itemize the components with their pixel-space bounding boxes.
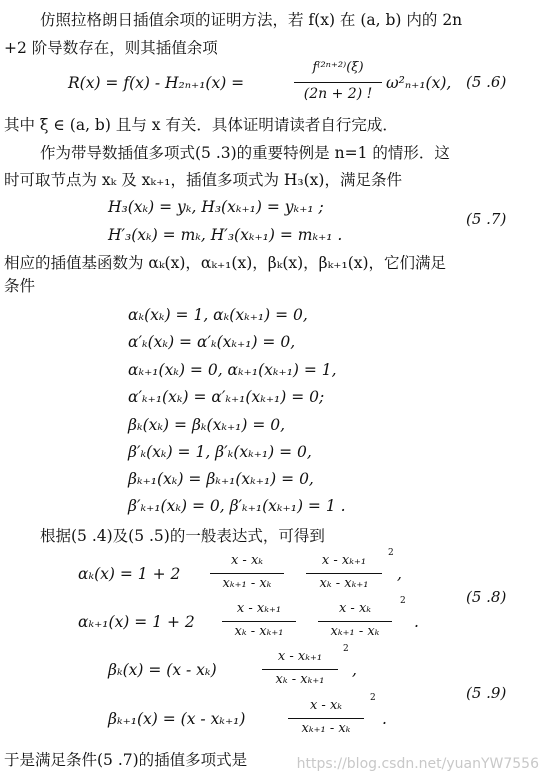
eq58-b-frac2-den: xₖ₊₁ - xₖ <box>330 624 380 639</box>
eq59-a-num: x - xₖ₊₁ <box>277 649 323 664</box>
eq56-lhs: R(x) = f(x) - H₂ₙ₊₁(x) = <box>68 74 245 92</box>
eq58-b-frac1-den: xₖ - xₖ₊₁ <box>234 624 284 639</box>
para4-line1: 相应的插值基函数为 αₖ(x)，αₖ₊₁(x)，βₖ(x)，βₖ₊₁(x)，它们满足 <box>4 254 447 272</box>
eq59-b-bar <box>288 718 364 719</box>
eq58-a-frac1-num: x - xₖ <box>230 553 264 568</box>
para1-line1: 仿照拉格朗日插值余项的证明方法，若 f(x) 在 (a, b) 内的 2n <box>40 11 463 29</box>
eq58-b-frac2-bar <box>318 621 392 622</box>
eq58-a-frac2-num: x - xₖ₊₁ <box>321 553 367 568</box>
para1-line2: +2 阶导数存在，则其插值余项 <box>4 39 218 57</box>
eq59-b-square: 2 <box>370 693 376 703</box>
condition-line: α′ₖ₊₁(xₖ) = α′ₖ₊₁(xₖ₊₁) = 0; <box>128 388 325 406</box>
para3-line2: 时可取节点为 xₖ 及 xₖ₊₁，插值多项式为 H₃(x)，满足条件 <box>4 171 402 189</box>
eq56-tag: (5 .6) <box>466 73 507 91</box>
eq58-b-frac1-bar <box>222 621 296 622</box>
eq59-a-square: 2 <box>343 644 349 654</box>
condition-line: β′ₖ(xₖ) = 1, β′ₖ(xₖ₊₁) = 0, <box>128 443 312 461</box>
eq57-tag: (5 .7) <box>466 210 507 228</box>
para6: 于是满足条件(5 .7)的插值多项式是 <box>4 751 248 769</box>
condition-line: αₖ(xₖ) = 1, αₖ(xₖ₊₁) = 0, <box>128 306 308 324</box>
eq58-a-frac1-den: xₖ₊₁ - xₖ <box>222 576 272 591</box>
eq56-numerator: f⁽²ⁿ⁺²⁾(ξ) <box>312 60 364 75</box>
eq59-b-end: . <box>382 710 387 728</box>
eq57-row1: H₃(xₖ) = yₖ, H₃(xₖ₊₁) = yₖ₊₁ ; <box>108 198 324 216</box>
eq59-beta-k-lhs: βₖ(x) = (x - xₖ) <box>108 661 217 679</box>
eq58-a-frac2-bar <box>306 573 382 574</box>
condition-line: αₖ₊₁(xₖ) = 0, αₖ₊₁(xₖ₊₁) = 1, <box>128 361 337 379</box>
condition-line: βₖ₊₁(xₖ) = βₖ₊₁(xₖ₊₁) = 0, <box>128 470 314 488</box>
eq59-beta-k1-lhs: βₖ₊₁(x) = (x - xₖ₊₁) <box>108 710 246 728</box>
condition-line: βₖ(xₖ) = βₖ(xₖ₊₁) = 0, <box>128 416 286 434</box>
eq57-row2: H′₃(xₖ) = mₖ, H′₃(xₖ₊₁) = mₖ₊₁ . <box>108 226 343 244</box>
eq58-alpha-k1-lhs: αₖ₊₁(x) = 1 + 2 <box>78 613 195 631</box>
para3-line1: 作为带导数插值多项式(5 .3)的重要特例是 n=1 的情形．这 <box>40 144 450 162</box>
eq58-b-frac2-num: x - xₖ <box>338 601 372 616</box>
eq59-a-end: , <box>352 661 357 679</box>
eq56-denominator: (2n + 2) ! <box>303 86 373 102</box>
eq58-b-frac1-num: x - xₖ₊₁ <box>236 601 282 616</box>
condition-line: β′ₖ₊₁(xₖ) = 0, β′ₖ₊₁(xₖ₊₁) = 1 . <box>128 497 346 515</box>
eq59-a-den: xₖ - xₖ₊₁ <box>275 672 325 687</box>
eq56-fraction-bar <box>294 82 382 83</box>
eq58-a-frac1-bar <box>210 573 284 574</box>
eq58-b-square: 2 <box>400 596 406 606</box>
para4-line2: 条件 <box>4 277 36 295</box>
eq59-b-num: x - xₖ <box>309 698 343 713</box>
eq59-a-bar <box>262 669 338 670</box>
eq58-alpha-k-lhs: αₖ(x) = 1 + 2 <box>78 565 181 583</box>
watermark-text: https://blog.csdn.net/yuanYW7556 <box>296 756 539 772</box>
eq58-b-end: . <box>414 613 419 631</box>
eq58-a-square: 2 <box>388 548 394 558</box>
condition-line: α′ₖ(xₖ) = α′ₖ(xₖ₊₁) = 0, <box>128 333 296 351</box>
para2: 其中 ξ ∈ (a, b) 且与 x 有关．具体证明请读者自行完成． <box>4 116 398 134</box>
para5: 根据(5 .4)及(5 .5)的一般表达式，可得到 <box>40 527 325 545</box>
eq59-tag: (5 .9) <box>466 684 507 702</box>
eq59-b-den: xₖ₊₁ - xₖ <box>301 721 351 736</box>
eq58-tag: (5 .8) <box>466 588 507 606</box>
eq56-rhs: ω²ₙ₊₁(x), <box>386 74 452 92</box>
eq58-a-frac2-den: xₖ - xₖ₊₁ <box>319 576 369 591</box>
eq58-a-end: , <box>397 565 402 583</box>
